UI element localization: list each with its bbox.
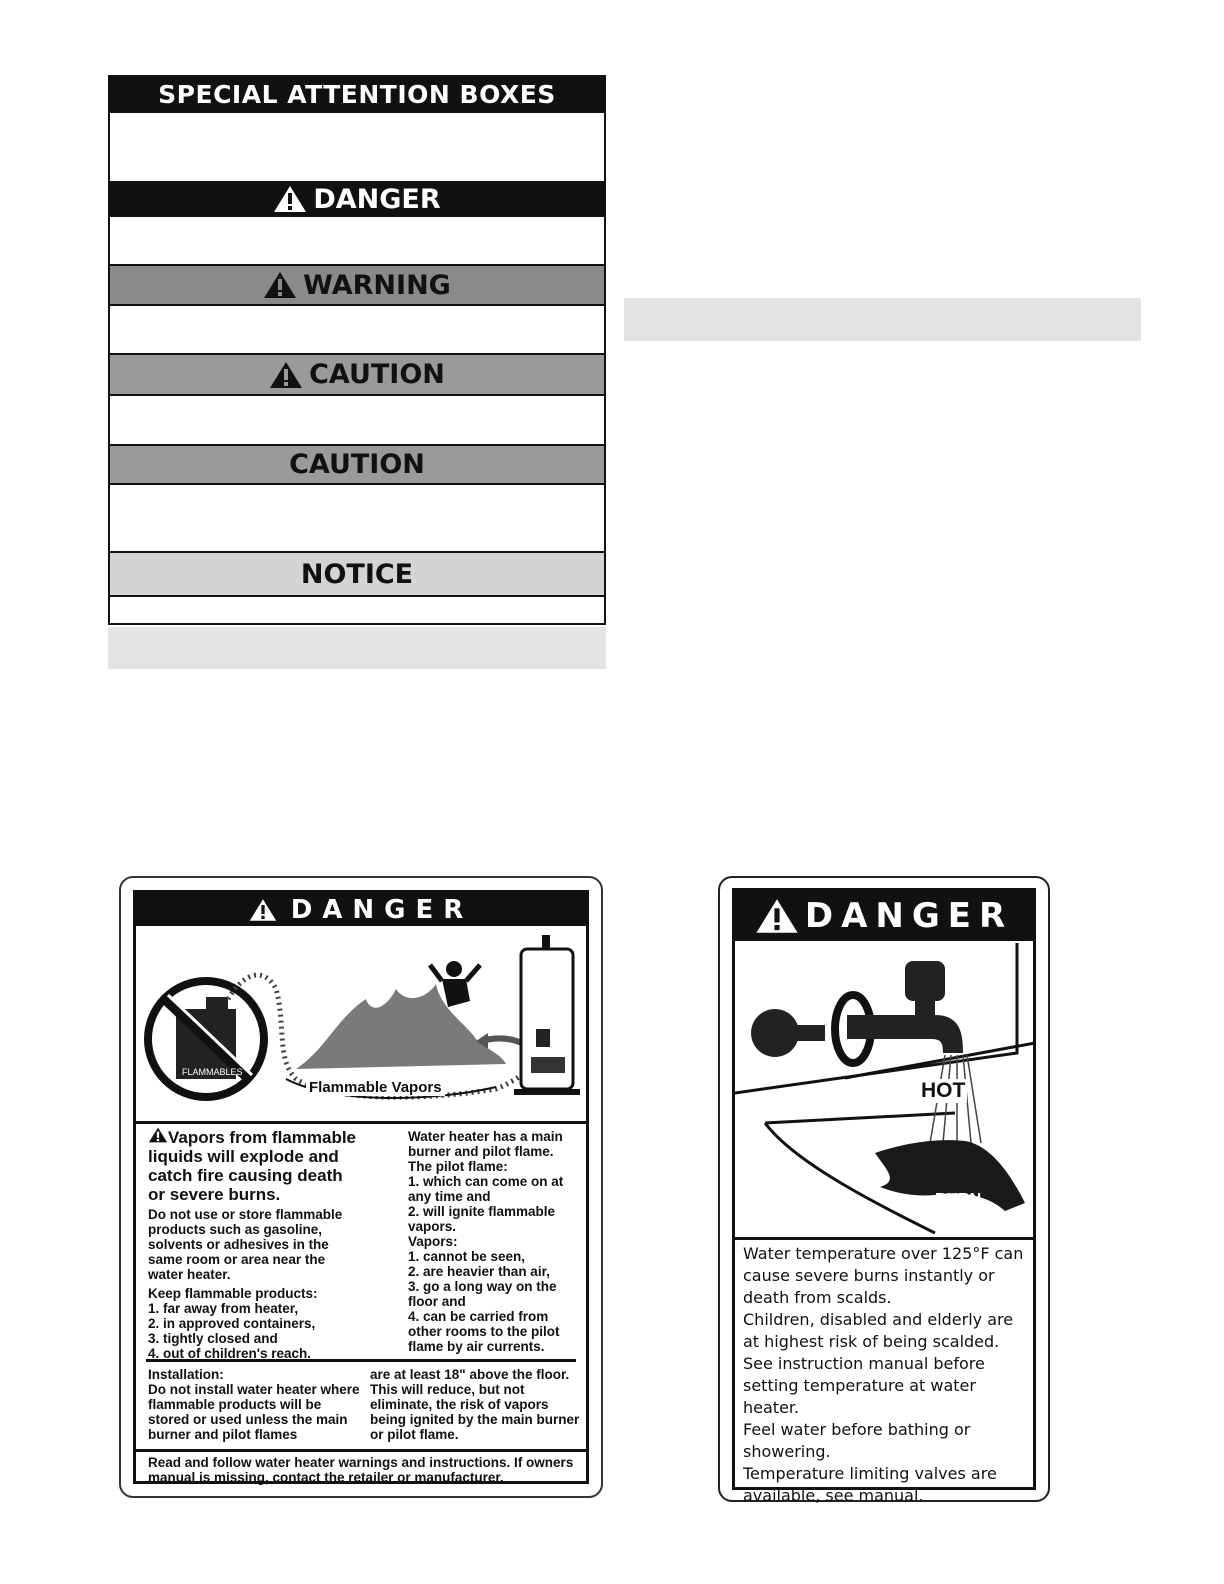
hot-caption: HOT xyxy=(921,1079,966,1102)
warning-bar-label: WARNING xyxy=(303,269,451,301)
flammable-headline: Vapors from flammable liquids will explode and catch fire causing death or severe burns. xyxy=(148,1128,357,1204)
warning-triangle-icon xyxy=(263,271,297,299)
hot-water-faucet-illustration xyxy=(735,943,1037,1235)
flammable-vapors-caption: Flammable Vapors xyxy=(306,1079,445,1096)
danger-bar xyxy=(110,181,604,217)
danger-bar-label: DANGER xyxy=(313,183,441,215)
burn-caption: BURN xyxy=(935,1191,982,1208)
caution-bar-label: CAUTION xyxy=(289,449,425,480)
warning-triangle-icon xyxy=(755,898,799,934)
water-heater-icon xyxy=(514,935,580,1095)
scald-warning-text: Water temperature over 125°F can cause severe burns instantly or death from scalds. Children, disabled and elderly are at highest risk of being scalded. See instruction manual before setting temperature at water heater. Feel water before bathing or showering. Temperature limiting valves are available, see manual. xyxy=(743,1244,1024,1505)
warning-triangle-icon xyxy=(269,361,303,389)
flammable-text-left: Vapors from flammable liquids will explode and catch fire causing death or severe burns. Do not use or store flammable products such as gasoline, solvents or adhesives in the same room or area near the water heater. Keep flammable products: 1. far away from heater, 2. in approved containers, 3. tightly closed and 4. out of children's reach. xyxy=(148,1127,363,1361)
caution-bar xyxy=(110,444,604,485)
warning-bar xyxy=(110,264,604,306)
faucet-handle-icon xyxy=(751,1009,825,1057)
shaded-heading-bar-left xyxy=(108,627,606,669)
notice-bar xyxy=(110,551,604,597)
can-label: FLAMMABLES xyxy=(182,1067,243,1077)
divider xyxy=(136,1449,586,1452)
special-attention-boxes xyxy=(108,75,606,625)
special-attention-title: SPECIAL ATTENTION BOXES xyxy=(110,77,604,113)
installation-text-left: Installation: Do not install water heater where flammable products will be stored or used unless the main burner and pilot flames xyxy=(148,1367,360,1442)
label-header-text: DANGER xyxy=(804,896,1014,936)
warning-triangle-icon xyxy=(148,1127,168,1143)
flammable-text-right: Water heater has a main burner and pilot flame. The pilot flame: 1. which can come on at any time and 2. will ignite flammable vapors. Vapors: 1. cannot be seen, 2. are heavier than air, 3. go a long way on the floor and 4. can be carried from other rooms to the pilot flame by air currents. xyxy=(408,1129,564,1354)
caution-icon-bar xyxy=(110,353,604,396)
label-header xyxy=(735,891,1033,941)
shaded-heading-bar-right xyxy=(624,298,1141,341)
divider xyxy=(146,1359,576,1362)
no-flammables-icon xyxy=(148,981,264,1097)
flammable-vapors-danger-label xyxy=(119,876,603,1498)
divider xyxy=(136,1121,586,1124)
warning-triangle-icon xyxy=(273,185,307,213)
warning-triangle-icon xyxy=(249,898,277,922)
notice-bar-label: NOTICE xyxy=(300,558,414,590)
scald-danger-label xyxy=(718,876,1050,1505)
label-header xyxy=(136,893,586,926)
installation-text-right: are at least 18" above the floor. This will reduce, but not eliminate, the risk of vapors being ignited by the main burner or pilot flame. xyxy=(370,1367,580,1442)
divider xyxy=(735,1237,1033,1240)
caution-icon-bar-label: CAUTION xyxy=(309,359,445,390)
label-header-text: DANGER xyxy=(290,894,474,925)
label-footer: Read and follow water heater warnings and instructions. If owners manual is missing, contact the retailer or manufacturer. xyxy=(148,1455,574,1485)
